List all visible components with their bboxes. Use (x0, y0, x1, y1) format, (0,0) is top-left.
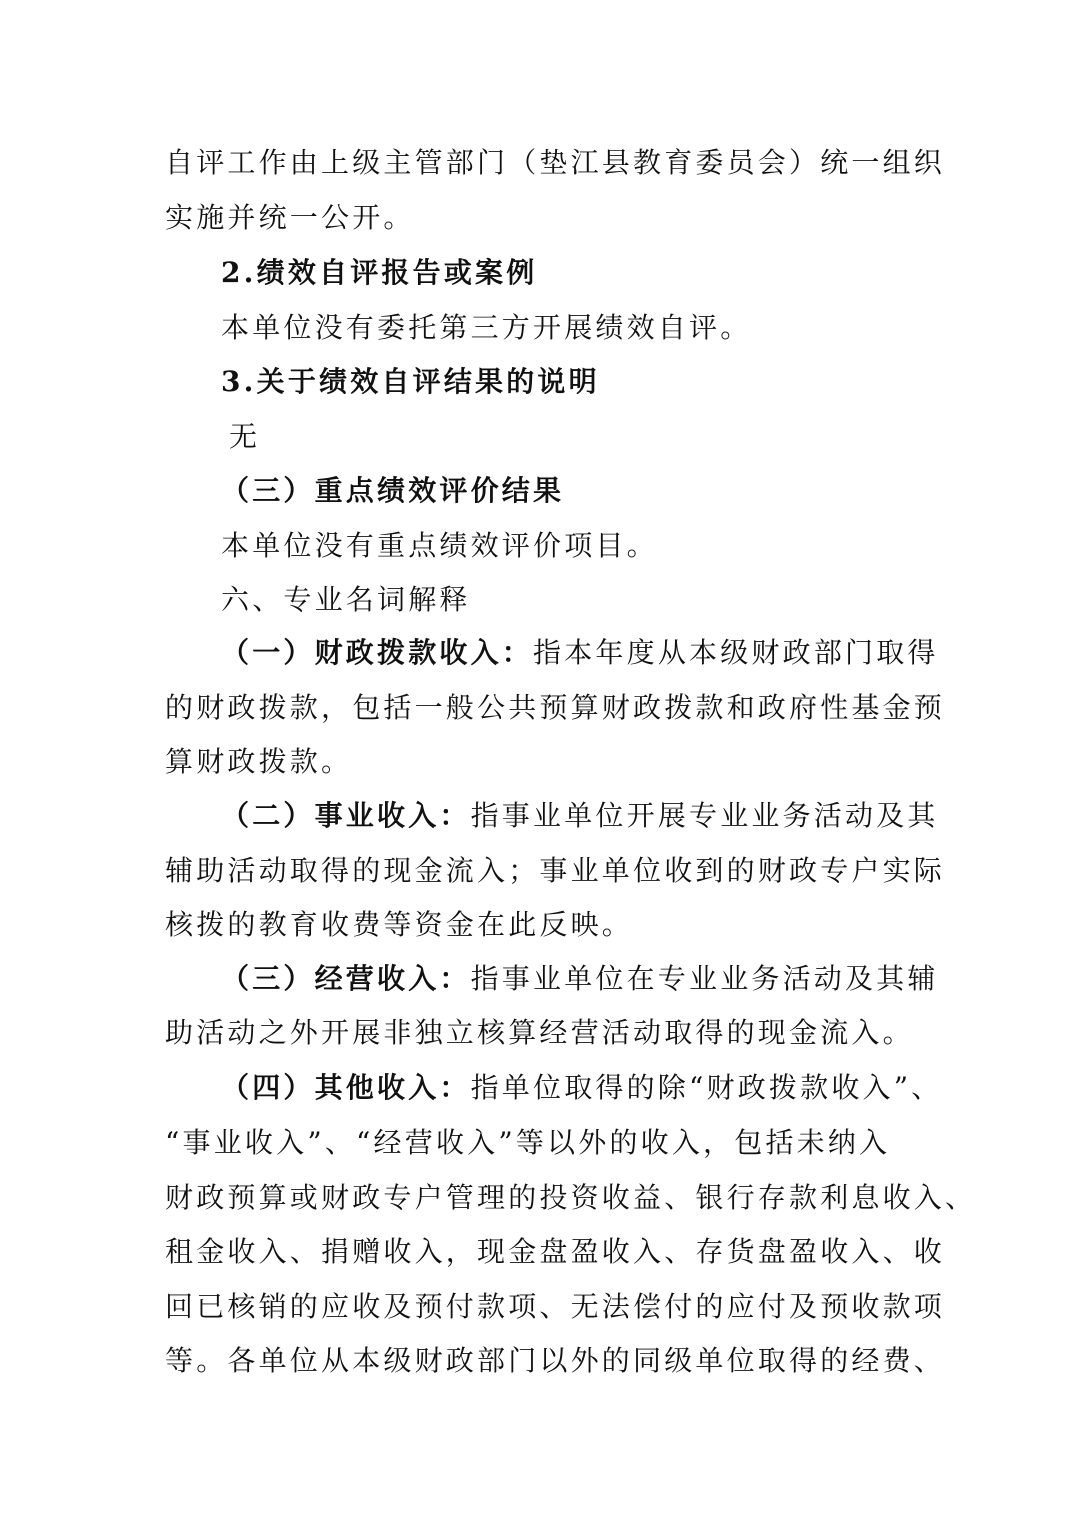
line-text: 等。各单位从本级财政部门以外的同级单位取得的经费、 (165, 1344, 946, 1377)
line-text: 自评工作由上级主管部门（垫江县教育委员会）统一组织 (165, 146, 946, 179)
line-text: 指事业单位在专业业务活动及其辅 (470, 962, 939, 995)
section-heading (221, 253, 537, 293)
line-text: 核拨的教育收费等资金在此反映。 (165, 908, 634, 941)
heading-text: 六、专业名词解释 (221, 583, 471, 616)
paragraph-line (165, 143, 945, 183)
term-label: （四）其他收入： (221, 1071, 471, 1104)
heading-text: 2.绩效自评报告或案例 (221, 256, 538, 289)
line-text: 的财政拨款，包括一般公共预算财政拨款和政府性基金预 (165, 691, 946, 724)
paragraph-line (229, 417, 260, 457)
definition-line (221, 633, 939, 673)
heading-text: （三）重点绩效评价结果 (221, 474, 565, 507)
paragraph-line (165, 1232, 945, 1272)
term-label: （二）事业收入： (221, 799, 471, 832)
paragraph-line (165, 1013, 914, 1053)
paragraph-line (165, 198, 415, 238)
line-text: 指单位取得的除“财政拨款收入”、 (470, 1071, 943, 1104)
term-label: （一）财政拨款收入： (221, 636, 534, 669)
line-text: 无 (229, 420, 261, 453)
paragraph-line (165, 1178, 976, 1218)
line-text: 本单位没有重点绩效评价项目。 (221, 529, 658, 562)
line-text: 回已核销的应收及预付款项、无法偿付的应付及预收款项 (165, 1290, 946, 1323)
paragraph-line (165, 905, 633, 945)
paragraph-line (165, 742, 352, 782)
section-heading (221, 362, 600, 402)
definition-line (221, 796, 939, 836)
heading-text: 3.关于绩效自评结果的说明 (221, 365, 600, 398)
line-text: 指事业单位开展专业业务活动及其 (470, 799, 939, 832)
paragraph-line (165, 688, 945, 728)
paragraph-line (165, 851, 945, 891)
line-text: 本单位没有委托第三方开展绩效自评。 (221, 311, 752, 344)
paragraph-line (165, 1123, 890, 1163)
line-text: 财政预算或财政专户管理的投资收益、银行存款利息收入、 (165, 1181, 977, 1214)
line-text: 租金收入、捐赠收入，现金盘盈收入、存货盘盈收入、收 (165, 1235, 946, 1268)
chapter-heading (221, 580, 471, 620)
line-text: 实施并统一公开。 (165, 201, 415, 234)
section-heading (221, 471, 564, 511)
line-text: 辅助活动取得的现金流入；事业单位收到的财政专户实际 (165, 854, 946, 887)
line-text: “事业收入”、“经营收入”等以外的收入，包括未纳入 (165, 1126, 891, 1159)
definition-line (221, 1068, 942, 1108)
line-text: 助活动之外开展非独立核算经营活动取得的现金流入。 (165, 1016, 914, 1049)
line-text: 算财政拨款。 (165, 745, 353, 778)
paragraph-line (221, 308, 751, 348)
paragraph-line (221, 526, 658, 566)
definition-line (221, 959, 939, 999)
term-label: （三）经营收入： (221, 962, 471, 995)
paragraph-line (165, 1341, 945, 1381)
paragraph-line (165, 1287, 945, 1327)
line-text: 指本年度从本级财政部门取得 (533, 636, 939, 669)
